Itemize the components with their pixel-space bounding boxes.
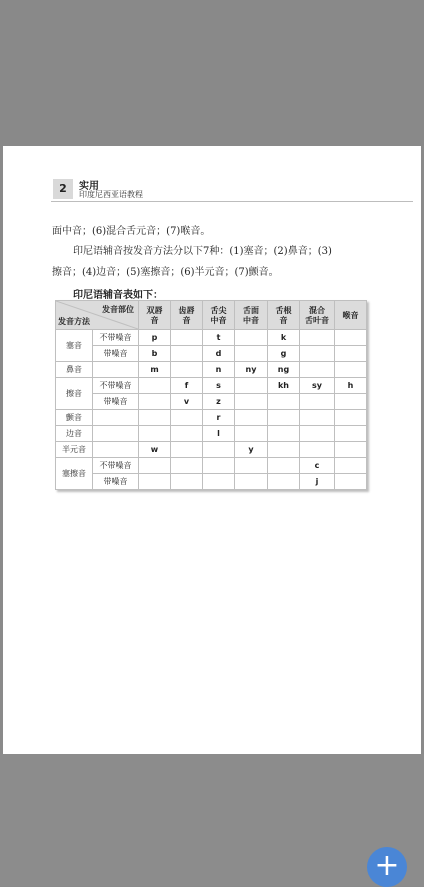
sub-manner-cell	[93, 426, 139, 442]
consonant-cell	[300, 442, 335, 458]
consonant-cell	[139, 458, 171, 474]
consonant-cell: h	[335, 378, 367, 394]
table-row	[56, 378, 367, 394]
consonant-cell	[171, 410, 203, 426]
body-text-line: 面中音；(6)混合舌元音；(7)喉音。	[52, 226, 211, 237]
book-title: 实用	[79, 181, 99, 192]
column-header: 喉音	[335, 301, 367, 330]
consonant-cell	[268, 474, 300, 490]
table-header-row	[56, 301, 367, 330]
consonant-cell	[203, 442, 235, 458]
consonant-cell: t	[203, 330, 235, 346]
consonant-cell: d	[203, 346, 235, 362]
add-button[interactable]	[367, 847, 407, 887]
consonant-cell: sy	[300, 378, 335, 394]
column-header: 舌根 音	[268, 301, 300, 330]
table-row	[56, 410, 367, 426]
body-text-line: 印尼语辅音按发音方法分以下7种：(1)塞音；(2)鼻音；(3)	[73, 246, 332, 257]
document-page	[3, 146, 421, 754]
consonant-cell	[335, 410, 367, 426]
sub-manner-cell: 不带噪音	[93, 330, 139, 346]
consonant-cell	[139, 426, 171, 442]
table-caption: 印尼语辅音表如下：	[73, 290, 163, 301]
manner-cell: 鼻音	[56, 362, 93, 378]
sub-manner-cell	[93, 442, 139, 458]
column-header: 双唇 音	[139, 301, 171, 330]
consonant-cell	[335, 442, 367, 458]
column-header: 舌面 中音	[235, 301, 268, 330]
consonant-cell	[268, 410, 300, 426]
page-header	[51, 176, 413, 204]
consonant-cell: s	[203, 378, 235, 394]
consonant-cell	[300, 362, 335, 378]
consonant-cell: m	[139, 362, 171, 378]
consonant-cell	[139, 378, 171, 394]
sub-manner-cell: 不带噪音	[93, 378, 139, 394]
manner-cell: 擦音	[56, 378, 93, 410]
consonant-cell	[235, 378, 268, 394]
consonant-cell	[203, 458, 235, 474]
consonant-cell	[335, 458, 367, 474]
body-text-line: 擦音；(4)边音；(5)塞擦音；(6)半元音；(7)颤音。	[52, 267, 279, 278]
consonant-cell: j	[300, 474, 335, 490]
consonant-cell	[268, 442, 300, 458]
consonant-cell: r	[203, 410, 235, 426]
sub-manner-cell: 带噪音	[93, 474, 139, 490]
manner-cell: 塞音	[56, 330, 93, 362]
table-row	[56, 330, 367, 346]
consonant-cell	[171, 474, 203, 490]
viewer-bottom-area	[0, 754, 424, 886]
consonant-cell	[335, 362, 367, 378]
column-header: 齿唇 音	[171, 301, 203, 330]
table-row	[56, 442, 367, 458]
consonant-cell	[300, 330, 335, 346]
consonant-cell	[300, 426, 335, 442]
consonant-cell: w	[139, 442, 171, 458]
page-number-badge: 2	[53, 179, 73, 199]
consonant-cell	[171, 442, 203, 458]
consonant-cell	[139, 394, 171, 410]
consonant-cell	[335, 330, 367, 346]
consonant-cell: c	[300, 458, 335, 474]
sub-manner-cell	[93, 362, 139, 378]
corner-label-bottom: 发音方法	[58, 316, 90, 326]
consonant-cell	[235, 410, 268, 426]
consonant-cell	[300, 410, 335, 426]
consonant-cell	[335, 394, 367, 410]
consonant-cell	[171, 362, 203, 378]
consonant-cell	[171, 346, 203, 362]
consonant-cell	[139, 410, 171, 426]
book-subtitle: 印度尼西亚语教程	[79, 190, 143, 199]
consonant-cell	[235, 330, 268, 346]
table-row	[56, 426, 367, 442]
consonant-cell	[300, 394, 335, 410]
consonant-cell	[335, 426, 367, 442]
consonant-cell: v	[171, 394, 203, 410]
consonant-cell	[235, 474, 268, 490]
table-row	[56, 458, 367, 474]
sub-manner-cell	[93, 410, 139, 426]
consonant-cell	[235, 394, 268, 410]
consonant-table	[55, 300, 367, 490]
consonant-cell: g	[268, 346, 300, 362]
table-row	[56, 362, 367, 378]
consonant-cell	[235, 458, 268, 474]
consonant-cell: n	[203, 362, 235, 378]
consonant-cell: z	[203, 394, 235, 410]
consonant-cell: l	[203, 426, 235, 442]
corner-label-top: 发音部位	[102, 304, 134, 314]
consonant-cell	[268, 458, 300, 474]
consonant-cell	[171, 458, 203, 474]
consonant-cell	[335, 346, 367, 362]
consonant-cell: b	[139, 346, 171, 362]
consonant-cell	[235, 426, 268, 442]
column-header: 舌尖 中音	[203, 301, 235, 330]
sub-manner-cell: 不带噪音	[93, 458, 139, 474]
consonant-cell	[268, 394, 300, 410]
consonant-cell: k	[268, 330, 300, 346]
table-row	[56, 346, 367, 362]
consonant-cell: p	[139, 330, 171, 346]
consonant-cell: y	[235, 442, 268, 458]
table-row	[56, 394, 367, 410]
consonant-cell	[268, 426, 300, 442]
plus-icon: +	[374, 848, 400, 883]
consonant-cell	[139, 474, 171, 490]
manner-cell: 边音	[56, 426, 93, 442]
manner-cell: 颤音	[56, 410, 93, 426]
consonant-cell: ny	[235, 362, 268, 378]
consonant-cell: kh	[268, 378, 300, 394]
header-rule	[51, 201, 413, 202]
table-row	[56, 474, 367, 490]
manner-cell: 塞擦音	[56, 458, 93, 490]
column-header: 混合 舌叶音	[300, 301, 335, 330]
consonant-cell	[300, 346, 335, 362]
sub-manner-cell: 带噪音	[93, 346, 139, 362]
consonant-cell: f	[171, 378, 203, 394]
sub-manner-cell: 带噪音	[93, 394, 139, 410]
consonant-cell	[235, 346, 268, 362]
viewer-top-area	[0, 0, 424, 146]
manner-cell: 半元音	[56, 442, 93, 458]
consonant-cell	[335, 474, 367, 490]
consonant-cell: ng	[268, 362, 300, 378]
table-corner-cell	[56, 301, 139, 330]
consonant-cell	[171, 330, 203, 346]
consonant-cell	[203, 474, 235, 490]
consonant-cell	[171, 426, 203, 442]
